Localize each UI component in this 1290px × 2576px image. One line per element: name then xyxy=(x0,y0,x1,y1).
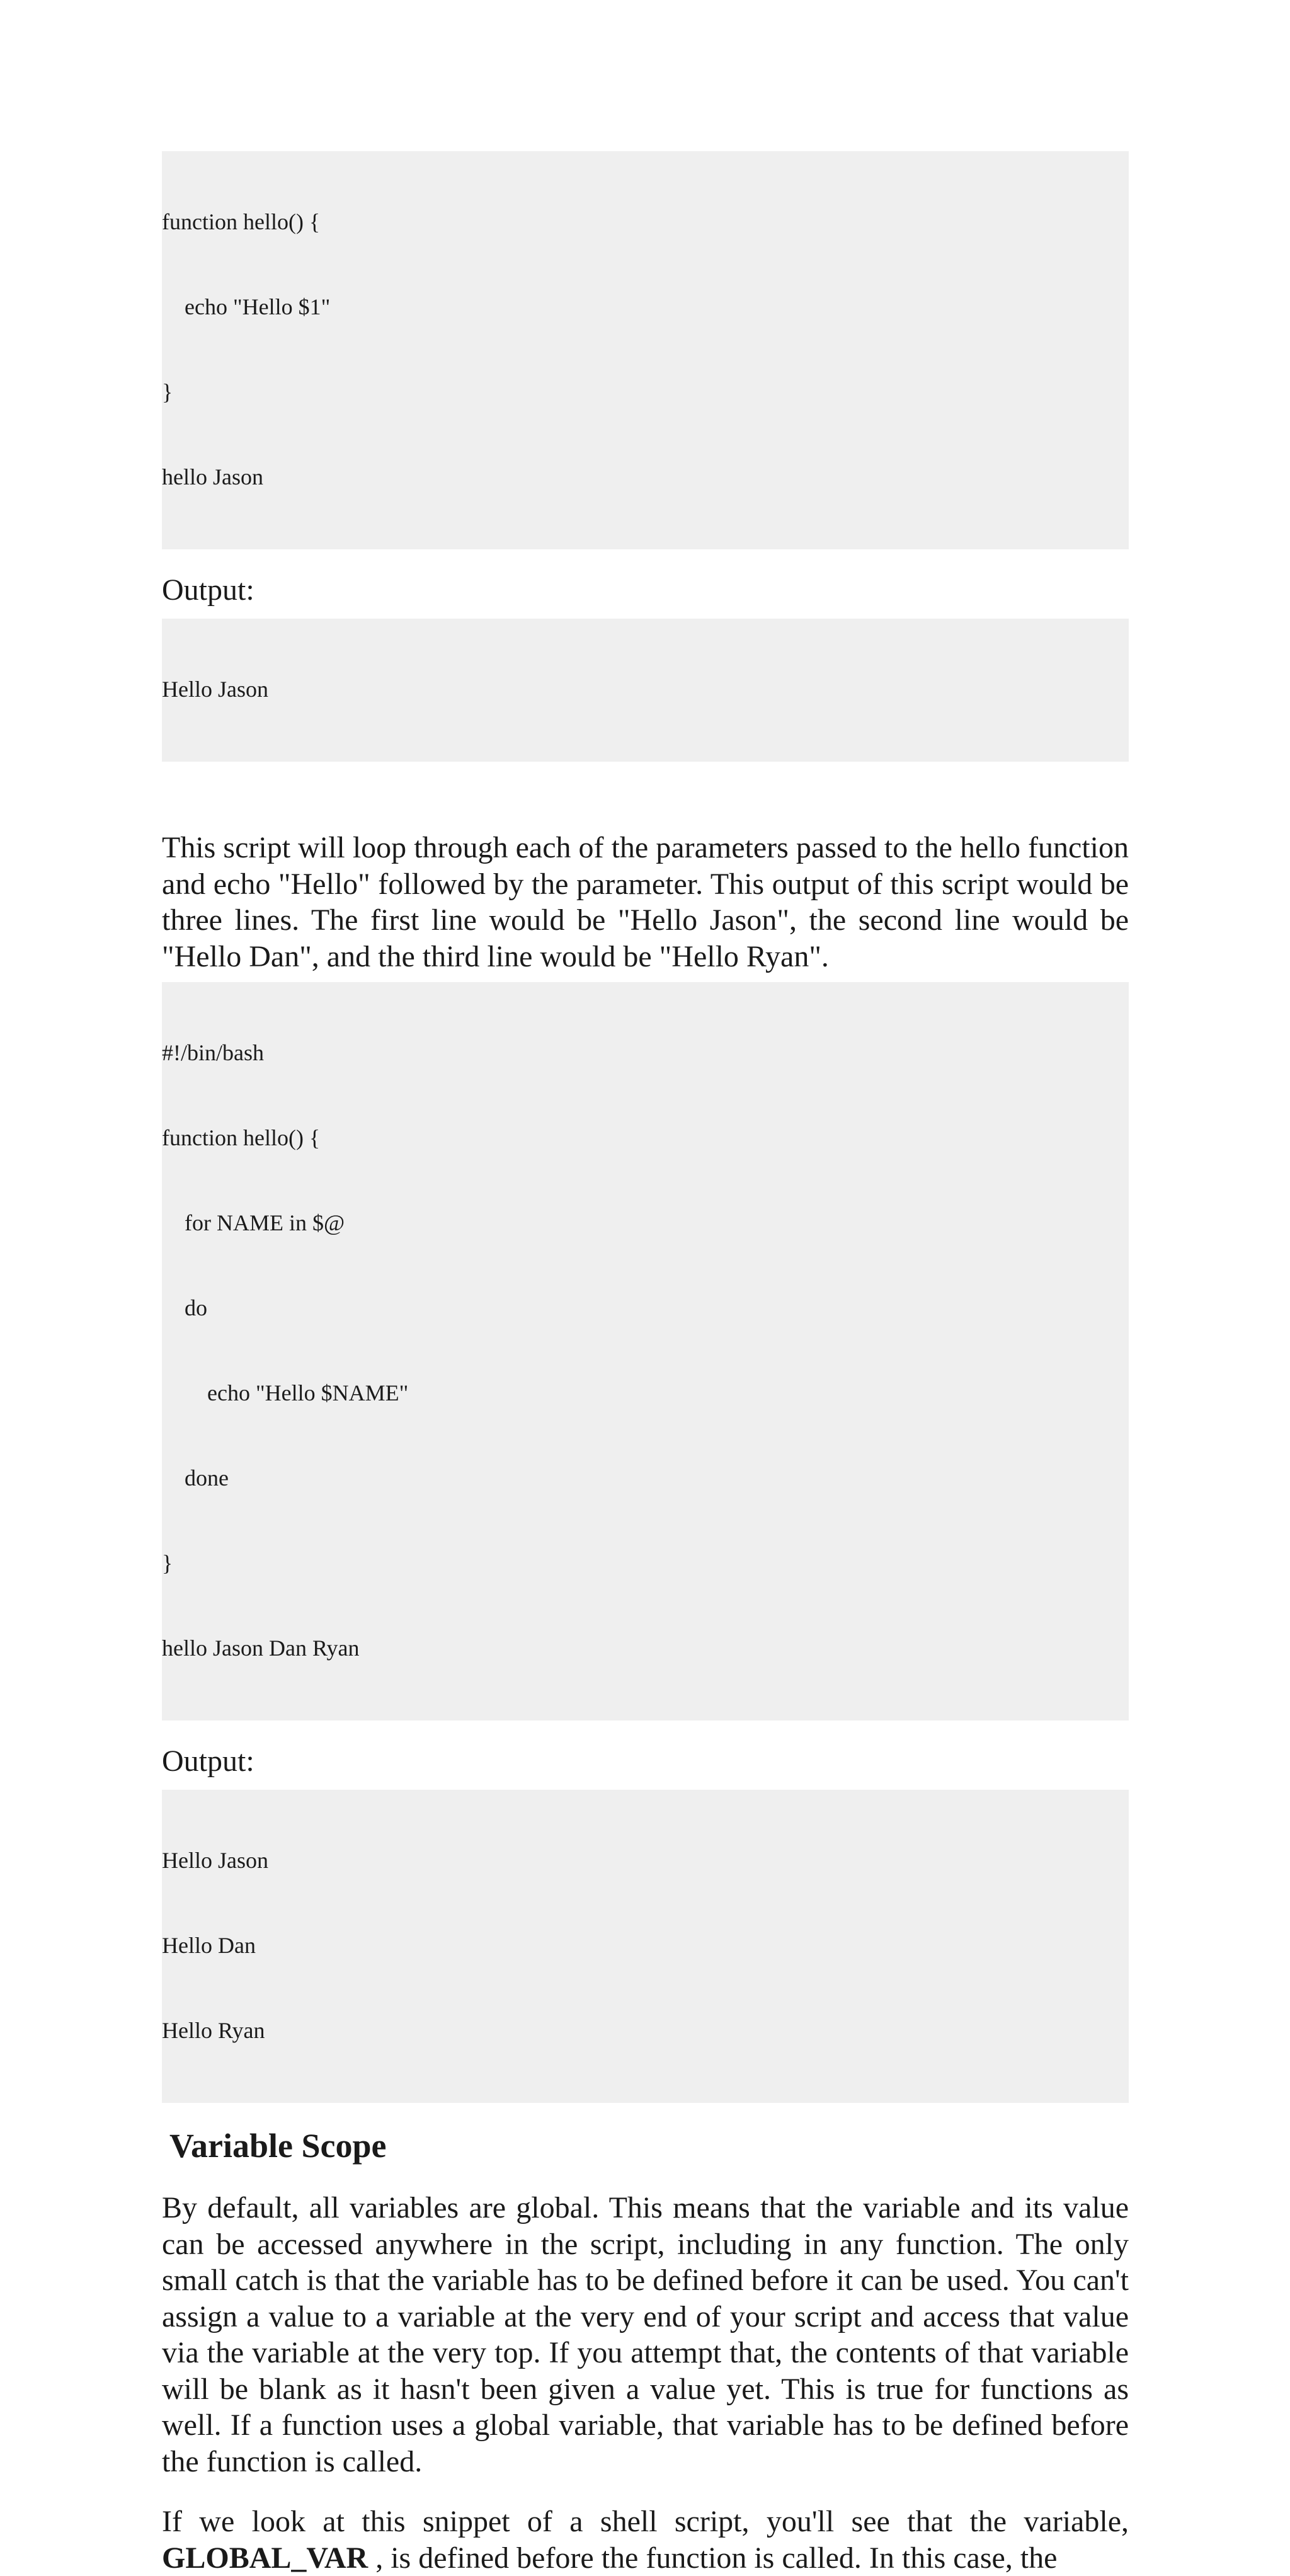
code-line: echo "Hello $1" xyxy=(162,294,331,319)
code-line: } xyxy=(162,1550,173,1576)
output-line: Hello Dan xyxy=(162,1933,256,1958)
spacer xyxy=(162,762,1129,830)
code-line: for NAME in $@ xyxy=(162,1210,345,1235)
output-line: Hello Jason xyxy=(162,677,268,702)
code-line: hello Jason xyxy=(162,464,263,489)
output-label: Output: xyxy=(162,573,254,607)
paragraph-global-variables: By default, all variables are global. This means that the variable and its value can be accessed anywhere in the script, including in any function. The only small catch is that the variable has to be defined before it can be used. You can't assign a value to a variable at the very end of your script and access that value via the variable at the very top. If you attempt that, the contents of that variable will be blank as it hasn't been given a value yet. This is true for functions as well. If a function uses a global variable, that variable has to be defined before the function is called. xyxy=(162,2191,1129,2478)
output-line: Hello Ryan xyxy=(162,2018,265,2043)
code-line: #!/bin/bash xyxy=(162,1040,264,1065)
output-block-three-names xyxy=(162,1790,1129,2103)
output-block-hello-jason xyxy=(162,619,1129,762)
spacer xyxy=(162,2480,1129,2504)
document-page xyxy=(162,151,1129,2576)
code-block-loop-function xyxy=(162,982,1129,1720)
variable-name-bold: GLOBAL_VAR xyxy=(162,2541,368,2575)
code-line: function hello() { xyxy=(162,1125,321,1150)
paragraph-loop-explanation: This script will loop through each of the parameters passed to the hello function and echo "Hello" followed by the parameter. This output of this script would be three lines. The first line would be "Hello Jason", the second line would be "Hello Dan", and the third line would be "Hello Ryan". xyxy=(162,831,1129,973)
spacer xyxy=(162,975,1129,982)
output-label: Output: xyxy=(162,1744,254,1778)
code-line: do xyxy=(162,1295,207,1320)
code-line: function hello() { xyxy=(162,209,321,234)
code-line: done xyxy=(162,1465,229,1491)
paragraph-text: , is defined before the function is called. In this case, the xyxy=(368,2541,1058,2575)
code-line: echo "Hello $NAME" xyxy=(162,1380,409,1405)
code-line: hello Jason Dan Ryan xyxy=(162,1635,360,1661)
code-line: } xyxy=(162,379,173,404)
output-line: Hello Jason xyxy=(162,1848,268,1873)
paragraph-global-var-snippet xyxy=(162,2504,1129,2576)
paragraph-text: If we look at this snippet of a shell script, you'll see that the variable, xyxy=(162,2505,1129,2538)
code-block-hello-function xyxy=(162,151,1129,549)
section-heading-variable-scope: Variable Scope xyxy=(169,2127,387,2165)
